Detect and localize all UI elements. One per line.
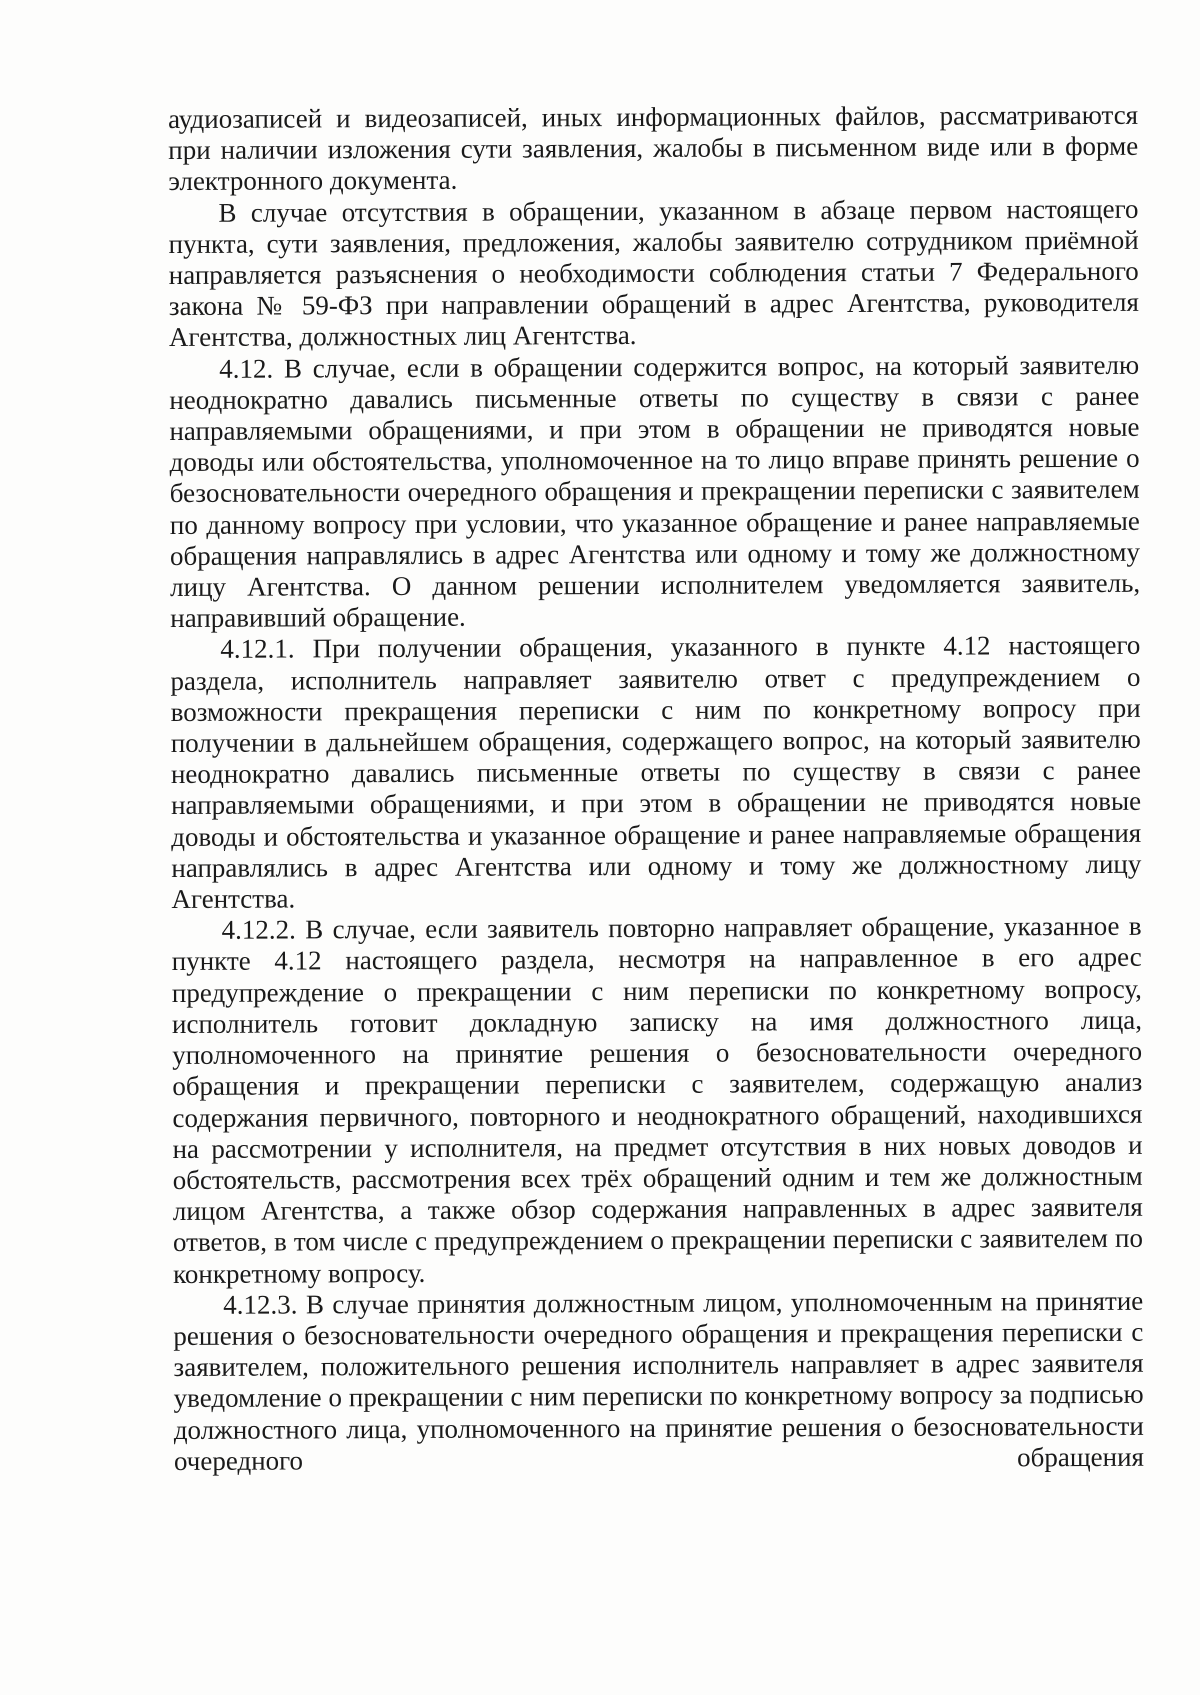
paragraph-4-12-3: 4.12.3. В случае принятия должностным лицом, уполномоченным на принятие решения о безосновательности очередного обращения и прекращения переписки с заявителем, положительного решения исполнитель направляет в адрес заявителя уведомление о прекращении с ним переписки по конкретному вопросу за подписью должностного лица, уполномоченного на принятие решения о безосновательности очередного обращения bbox=[173, 1285, 1144, 1476]
paragraph-continuation: аудиозаписей и видеозаписей, иных информационных файлов, рассматриваются при наличии изложения сути заявления, жалобы в письменном виде или в форме электронного документа. bbox=[168, 99, 1139, 197]
paragraph-4-12-1: 4.12.1. При получении обращения, указанного в пункте 4.12 настоящего раздела, исполнитель направляет заявителю ответ с предупреждением о возможности прекращения переписки с ним по конкретному вопросу при получении в дальнейшем обращения, содержащего вопрос, на который заявителю неоднократно давались письменные ответы по существу в связи с ранее направляемыми обращениями, и при этом в обращении не приводятся новые доводы и обстоятельства и указанное обращение и ранее направляемые обращения направлялись в адрес Агентства или одному и тому же должностному лицу Агентства. bbox=[170, 630, 1142, 915]
paragraph-4-12: 4.12. В случае, если в обращении содержится вопрос, на который заявителю неоднократно давались письменные ответы по существу в связи с ранее направляемыми обращениями, и при этом в обращении не приводятся новые доводы или обстоятельства, уполномоченное на то лицо вправе принять решение о безосновательности очередного обращения и прекращении переписки с заявителем по данному вопросу при условии, что указанное обращение и ранее направляемые обращения направлялись в адрес Агентства или одному и тому же должностному лицу Агентства. О данном решении исполнителем уведомляется заявитель, направивший обращение. bbox=[169, 349, 1141, 634]
paragraph-absence-of-essence: В случае отсутствия в обращении, указанном в абзаце первом настоящего пункта, сути заявления, предложения, жалобы заявителю сотрудником приёмной направляется разъяснения о необходимости соблюдения статьи 7 Федерального закона № 59-ФЗ при направлении обращений в адрес Агентства, руководителя Агентства, должностных лиц Агентства. bbox=[168, 193, 1139, 353]
document-body bbox=[168, 100, 1144, 1477]
paragraph-4-12-2: 4.12.2. В случае, если заявитель повторно направляет обращение, указанное в пункте 4.12 настоящего раздела, несмотря на направленное в его адрес предупреждение о прекращении с ним переписки по конкретному вопросу, исполнитель готовит докладную записку на имя должностного лица, уполномоченного на принятие решения о безосновательности очередного обращения и прекращении переписки с заявителем, содержащую анализ содержания первичного, повторного и неоднократного обращений, находившихся на рассмотрении у исполнителя, на предмет отсутствия в них новых доводов и обстоятельств, рассмотрения всех трёх обращений одним и тем же должностным лицом Агентства, а также обзор содержания направленных в адрес заявителя ответов, в том числе с предупреждением о прекращении переписки с заявителем по конкретному вопросу. bbox=[171, 911, 1144, 1289]
